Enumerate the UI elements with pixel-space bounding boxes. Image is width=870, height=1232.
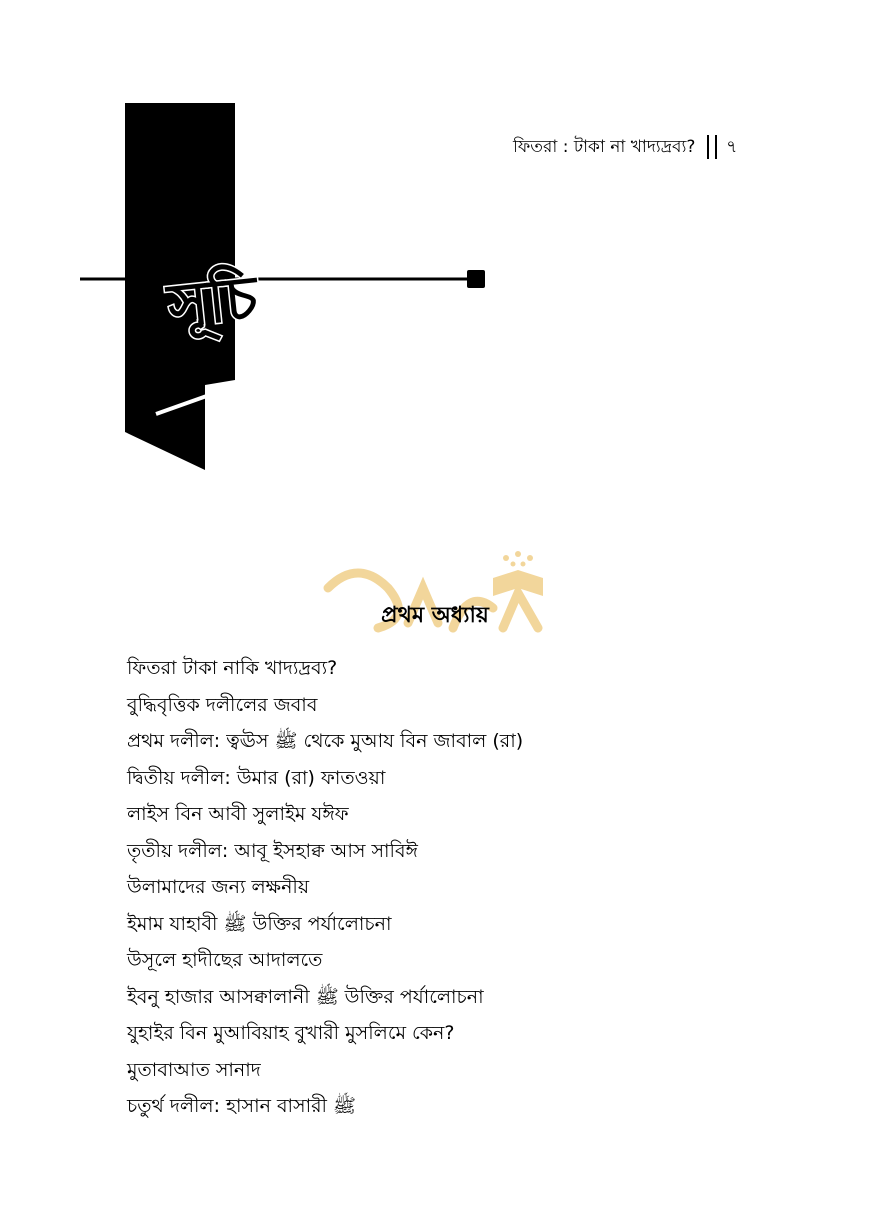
toc-entry: বুদ্ধিবৃত্তিক দলীলের জবাব [127, 693, 318, 716]
chapter-title: প্রথম অধ্যায় [381, 603, 489, 628]
book-title: ফিতরা : টাকা না খাদ্যদ্রব্য? [513, 137, 696, 157]
rule-end-square [467, 270, 485, 288]
section-heading: সূচি [164, 262, 261, 342]
toc-entry: উলামাদের জন্য লক্ষনীয় [127, 876, 310, 898]
toc-entry: দ্বিতীয় দলীল: উমার (রা) ফাতওয়া [127, 766, 386, 789]
toc-entry: ফিতরা টাকা নাকি খাদ্যদ্রব্য? [127, 657, 338, 679]
toc-entry: লাইস বিন আবী সুলাইম যঈফ [127, 803, 349, 825]
toc-entry: চতুর্থ দলীল: হাসান বাসারী ﷺ [127, 1095, 356, 1117]
toc-entry: উসূলে হাদীছের আদালতে [127, 949, 323, 971]
toc-entry: ইমাম যাহাবী ﷺ উক্তির পর্যালোচনা [127, 912, 392, 935]
toc-entry: ইবনু হাজার আসক্বালানী ﷺ উক্তির পর্যালোচনা [127, 985, 484, 1008]
toc-entry: যুহাইর বিন মুআবিয়াহ বুখারী মুসলিমে কেন? [127, 1022, 455, 1044]
page-number: ৭ [726, 137, 738, 157]
section-heading-graphic [0, 0, 870, 520]
toc-entry: প্রথম দলীল: ত্বঊস ﷺ থেকে মুআয বিন জাবাল (রা) [127, 730, 524, 752]
toc-entry: মুতাবাআত সানাদ [127, 1058, 261, 1081]
toc-entry: তৃতীয় দলীল: আবূ ইসহাক্ব আস সাবিঈ [127, 839, 418, 862]
toc-list [127, 650, 523, 1125]
